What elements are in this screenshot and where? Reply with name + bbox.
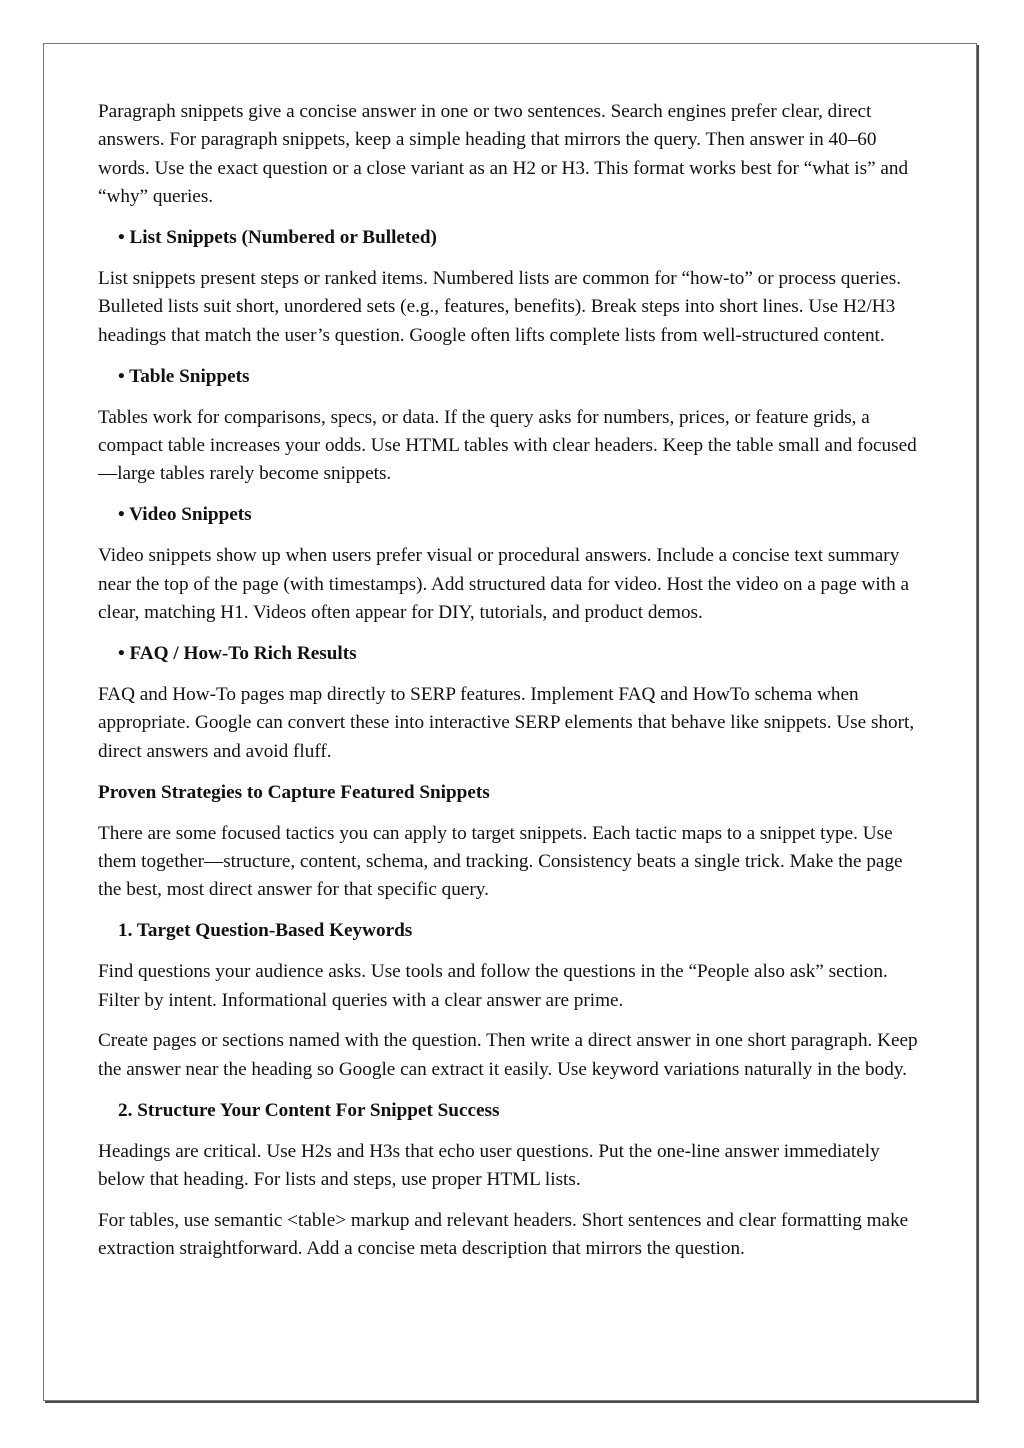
faq-howto-heading: • FAQ / How-To Rich Results — [118, 643, 357, 664]
question-keywords-paragraph-2: Create pages or sections named with the question. Then write a direct answer in one short paragraph. Keep the answer near the heading so Google can extract it easily. Use keyword variations naturally in the body. — [98, 1030, 918, 1080]
proven-strategies-paragraph: There are some focused tactics you can apply to target snippets. Each tactic maps to a snippet type. Use them together—structure, content, schema, and tracking. Consistency beats a single trick. Make the page the best, most direct answer for that specific query. — [98, 822, 903, 901]
list-snippets-paragraph: List snippets present steps or ranked items. Numbered lists are common for “how-to” or process queries. Bulleted lists suit short, unordered sets (e.g., features, benefits). Break steps into short lines. Use H2/H3 headings that match the user’s question. Google often lifts complete lists from well-structured content. — [98, 268, 902, 346]
question-keywords-paragraph-1: Find questions your audience asks. Use tools and follow the questions in the “People also ask” section. Filter by intent. Informational queries with a clear answer are prime. — [98, 961, 888, 1011]
list-snippets-heading: • List Snippets (Numbered or Bulleted) — [118, 227, 437, 249]
document-content — [98, 98, 928, 1276]
table-snippets-paragraph: Tables work for comparisons, specs, or data. If the query asks for numbers, prices, or feature grids, a compact table increases your odds. Use HTML tables with clear headers. Keep the table small and focused—large tables rarely become snippets. — [98, 406, 917, 485]
faq-howto-paragraph: FAQ and How-To pages map directly to SERP features. Implement FAQ and HowTo schema when appropriate. Google can convert these into interactive SERP elements that behave like snippets. Use short, direct answers and avoid fluff. — [98, 683, 915, 762]
structure-content-paragraph-1: Headings are critical. Use H2s and H3s that echo user questions. Put the one-line answer immediately below that heading. For lists and steps, use proper HTML lists. — [98, 1140, 880, 1191]
paragraph-snippets-paragraph: Paragraph snippets give a concise answer in one or two sentences. Search engines prefer clear, direct answers. For paragraph snippets, keep a simple heading that mirrors the query. Then answer in 40–60 words. Use the exact question or a close variant as an H2 or H3. This format works best for “what is” and “why” queries. — [98, 101, 909, 208]
question-keywords-heading: 1. Target Question-Based Keywords — [118, 920, 413, 942]
structure-content-heading: 2. Structure Your Content For Snippet Success — [118, 1099, 500, 1121]
video-snippets-paragraph: Video snippets show up when users prefer visual or procedural answers. Include a concise text summary near the top of the page (with timestamps). Add structured data for video. Host the video on a page with a clear, matching H1. Videos often appear for DIY, tutorials, and product demos. — [98, 545, 909, 624]
table-snippets-heading: • Table Snippets — [118, 365, 250, 387]
proven-strategies-heading: Proven Strategies to Capture Featured Snippets — [98, 781, 490, 803]
structure-content-paragraph-2: For tables, use semantic <table> markup and relevant headers. Short sentences and clear formatting make extraction straightforward. Add a concise meta description that mirrors the question. — [98, 1210, 909, 1260]
video-snippets-heading: • Video Snippets — [118, 504, 252, 526]
document-page — [43, 43, 977, 1401]
